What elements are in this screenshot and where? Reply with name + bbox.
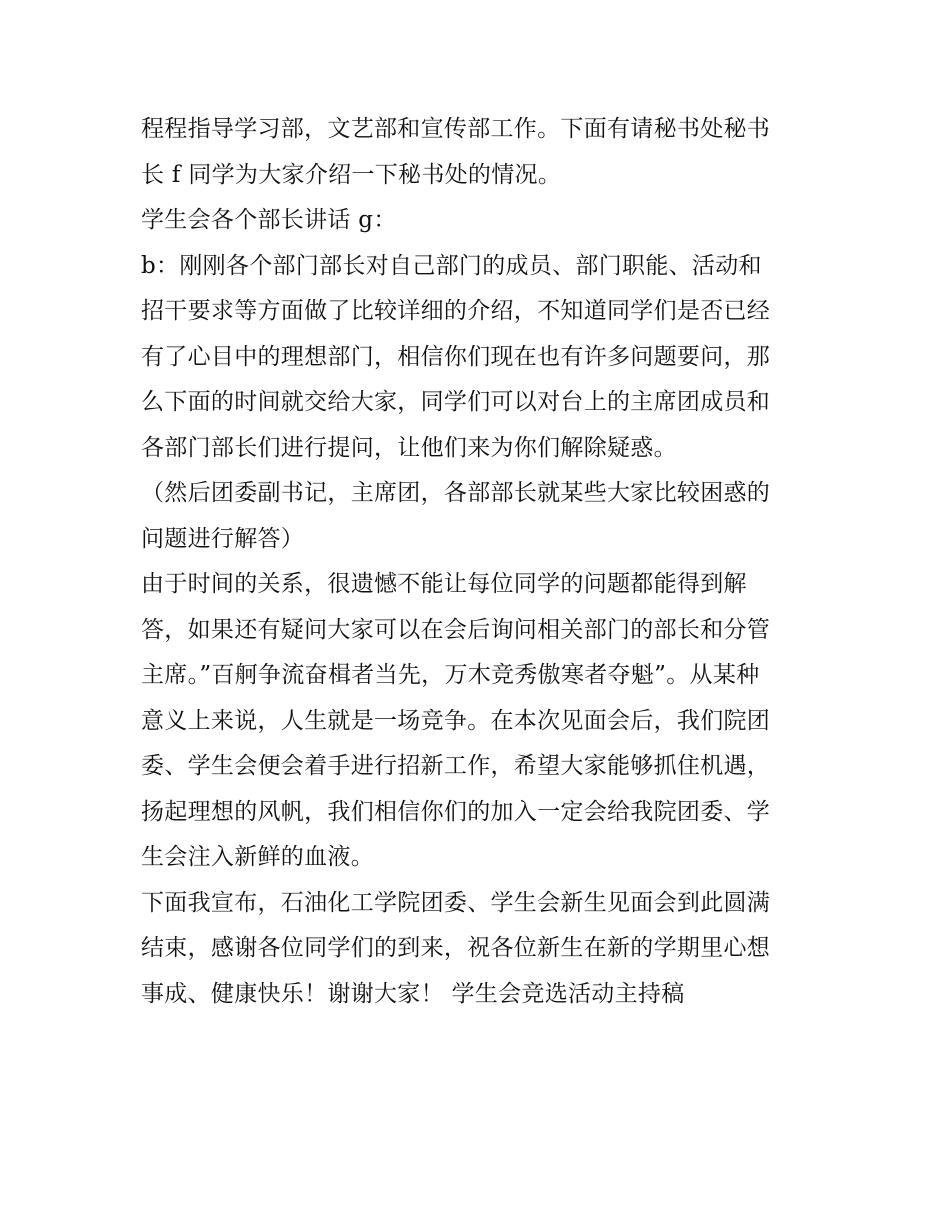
text-line: 委、学生会便会着手进行招新工作，希望大家能够抓住机遇，: [141, 753, 771, 779]
text-line: 各部门部长们进行提问，让他们来为你们解除疑惑。: [141, 434, 677, 461]
paragraph: [141, 471, 813, 562]
paragraph: [141, 881, 813, 1018]
text-line: 主席。”百舸争流奋楫者当先，万木竞秀傲寒者夺魁”。从某种: [141, 662, 760, 688]
text-line: b：刚刚各个部门部长对自己部门的成员、部门职能、活动和: [141, 252, 762, 279]
paragraph: [141, 562, 813, 881]
text-line: 学生会各个部长讲话 g：: [141, 207, 397, 233]
text-line: 由于时间的关系，很遗憾不能让每位同学的问题都能得到解: [141, 571, 747, 597]
text-line: 么下面的时间就交给大家，同学们可以对台上的主席团成员和: [141, 389, 771, 415]
text-line: 事成、健康快乐！谢谢大家！ 学生会竞选活动主持稿: [141, 980, 685, 1007]
text-line: 程程指导学习部，文艺部和宣传部工作。下面有请秘书处秘书: [141, 116, 771, 142]
text-line: 招干要求等方面做了比较详细的介绍，不知道同学们是否已经: [141, 298, 771, 324]
text-line: 答，如果还有疑问大家可以在会后询问相关部门的部长和分管: [141, 616, 771, 643]
paragraph: [141, 244, 813, 472]
text-line: 有了心目中的理想部门，相信你们现在也有许多问题要问，那: [141, 343, 771, 370]
paragraph: [141, 198, 813, 244]
text-line: 问题进行解答）: [141, 525, 305, 552]
text-line: 扬起理想的风帆，我们相信你们的加入一定会给我院团委、学: [141, 798, 771, 825]
paragraph: [141, 107, 813, 198]
text-line: 下面我宣布，石油化工学院团委、学生会新生见面会到此圆满: [141, 889, 771, 916]
text-line: 长 f 同学为大家介绍一下秘书处的情况。: [141, 161, 562, 188]
text-line: 生会注入新鲜的血液。: [141, 844, 374, 870]
text-line: 结束，感谢各位同学们的到来，祝各位新生在新的学期里心想: [141, 935, 771, 961]
text-line: （然后团委副书记，主席团，各部部长就某些大家比较困惑的: [141, 480, 771, 506]
text-line: 意义上来说，人生就是一场竞争。在本次见面会后，我们院团: [141, 707, 771, 734]
document-body: [141, 107, 813, 1017]
